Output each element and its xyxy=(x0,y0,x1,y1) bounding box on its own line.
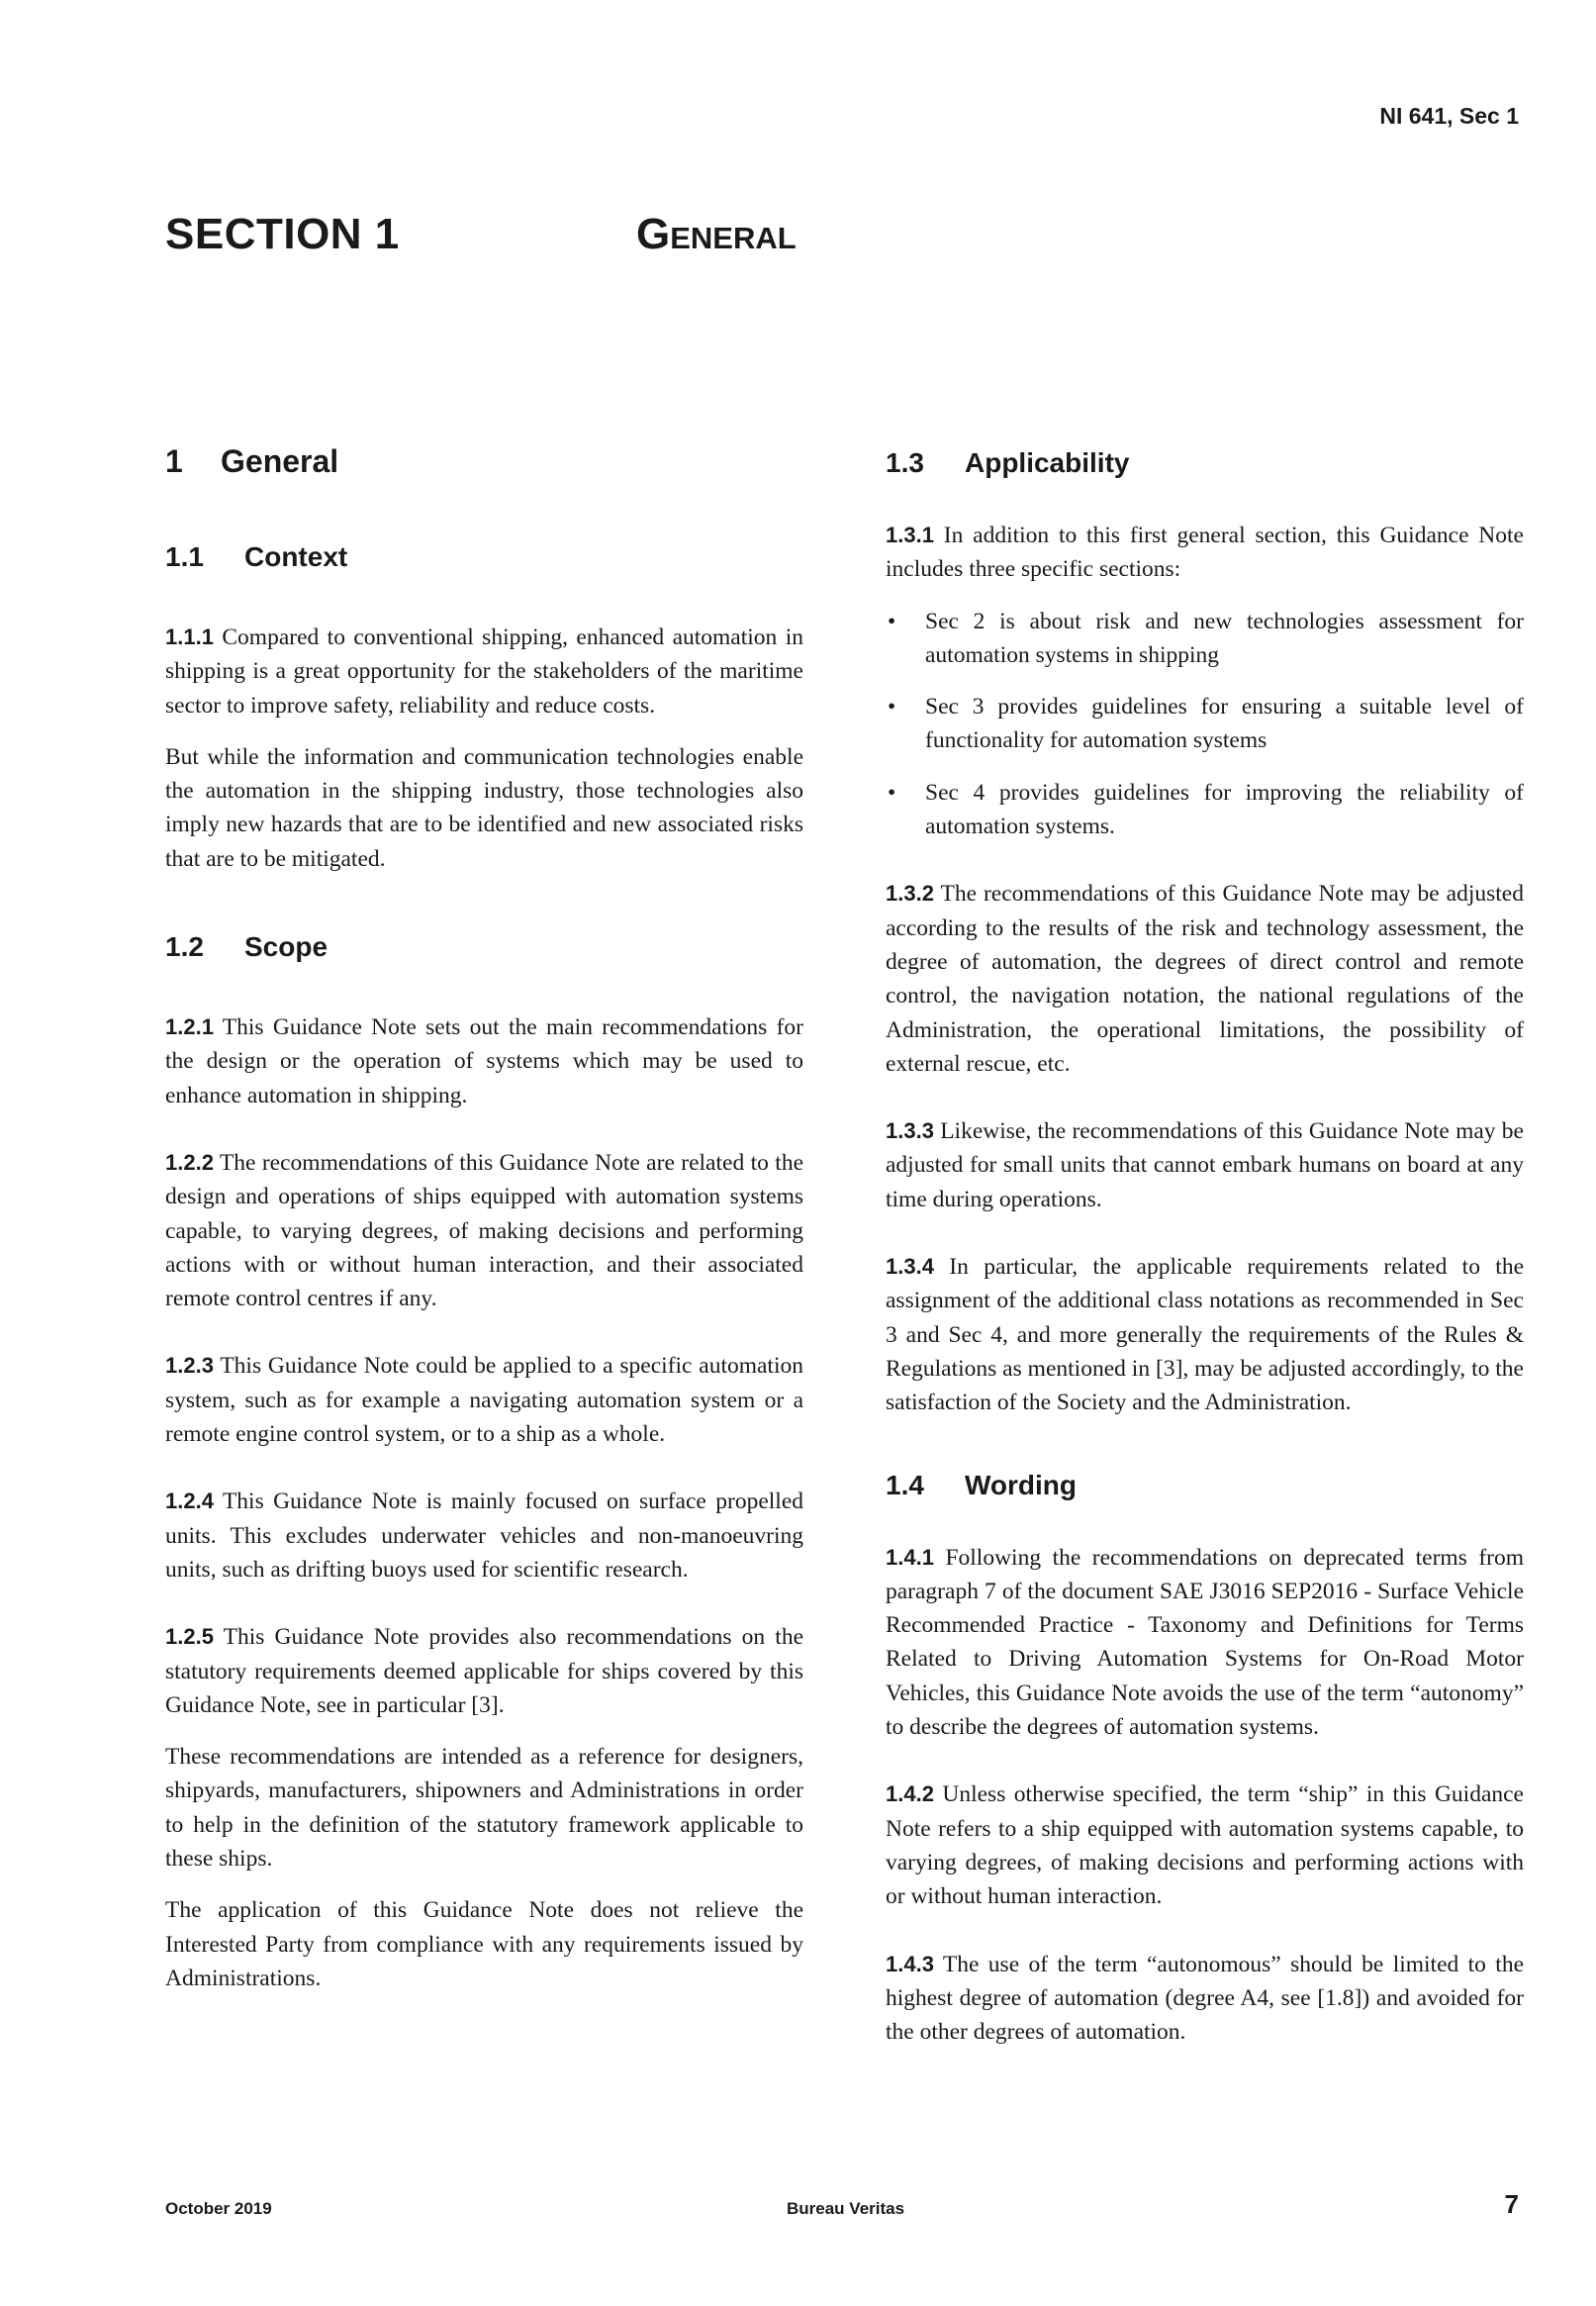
bullet-icon: • xyxy=(888,608,896,634)
paragraph-1-2-5-c: The application of this Guidance Note does not relieve the Interested Party from compliance with any requirements issued by Administrations. xyxy=(165,1897,803,1991)
paragraph-number: 1.4.2 xyxy=(886,1781,934,1807)
paragraph-1-3-1 xyxy=(886,519,1524,587)
heading-number: 1 xyxy=(165,443,183,479)
bullet-icon: • xyxy=(888,694,896,721)
heading-1-2-scope xyxy=(165,931,803,963)
section-heading xyxy=(165,210,1452,269)
paragraph-1-2-5 xyxy=(165,1620,803,1722)
heading-number: 1.3 xyxy=(886,447,924,478)
paragraph-1-3-4 xyxy=(886,1250,1524,1419)
paragraph-text: Unless otherwise specified, the term “ship” in this Guidance Note refers to a ship equipped with automation systems capable, to varying degrees, of making decisions and performing actions with or without human interaction. xyxy=(886,1781,1524,1910)
heading-number: 1.4 xyxy=(886,1469,924,1500)
paragraph-text: In particular, the applicable requirements related to the assignment of the additional class notations as recommended in Sec 3 and Sec 4, and more generally the requirements of the Rules & Regulations as mentioned in [3], may be adjusted accordingly, to the satisfaction of the Society and the Administration. xyxy=(886,1254,1525,1416)
paragraph-number: 1.2.2 xyxy=(165,1149,214,1175)
page-number: 7 xyxy=(1504,2189,1519,2219)
heading-1-4-wording xyxy=(886,1470,1524,1501)
heading-text: Context xyxy=(244,541,348,572)
paragraph-text: This Guidance Note provides also recommendations on the statutory requirements deemed applicable for ships covered by this Guidance Note, see in particular [3]. xyxy=(165,1624,804,1718)
heading-number: 1.2 xyxy=(165,931,204,963)
right-column xyxy=(886,443,1524,2049)
paragraph-number: 1.3.1 xyxy=(886,523,934,547)
paragraph-1-2-3 xyxy=(165,1349,803,1451)
list-item xyxy=(886,776,1524,844)
paragraph-number: 1.2.1 xyxy=(165,1014,214,1040)
list-item xyxy=(886,690,1524,758)
heading-1-general xyxy=(165,443,803,480)
paragraph-number: 1.4.1 xyxy=(886,1544,934,1570)
document-reference: NI 641, Sec 1 xyxy=(1379,103,1519,129)
paragraph-text: The use of the term “autonomous” should be limited to the highest degree of automation (degree A4, see [1.8]) and avoided for the other degrees of automation. xyxy=(886,1951,1525,2046)
paragraph-1-2-2 xyxy=(165,1146,803,1315)
paragraph-text: Compared to conventional shipping, enhanced automation in shipping is a great opportunity for the stakeholders of the maritime sector to improve safety, reliability and reduce costs. xyxy=(165,625,803,719)
paragraph-1-4-3 xyxy=(886,1948,1524,2050)
paragraph-text: This Guidance Note sets out the main recommendations for the design or the operation of systems which may be used to enhance automation in shipping. xyxy=(165,1014,803,1108)
list-item xyxy=(886,605,1524,673)
paragraph-text: Following the recommendations on deprecated terms from paragraph 7 of the document SAE J3016 SEP2016 - Surface Vehicle Recommended Practice - Taxonomy and Definitions for Terms Related to Driving Automation Systems for On-Road Motor Vehicles, this Guidance Note avoids the use of the term “autonomy” to describe the degrees of automation systems. xyxy=(886,1544,1525,1741)
heading-text: Applicability xyxy=(965,447,1130,478)
paragraph-text: In addition to this first general section, this Guidance Note includes three specific sections: xyxy=(886,523,1524,583)
heading-text: General xyxy=(221,443,339,479)
paragraph-number: 1.2.3 xyxy=(165,1353,214,1379)
list-item-text: Sec 4 provides guidelines for improving the reliability of automation systems. xyxy=(925,779,1524,840)
left-column xyxy=(165,443,803,1995)
paragraph-text: This Guidance Note could be applied to a specific automation system, such as for example a navigating automation system or a remote engine control system, or to a ship as a whole. xyxy=(165,1353,803,1448)
heading-1-1-context xyxy=(165,541,803,573)
list-item-text: Sec 2 is about risk and new technologies assessment for automation systems in shipping xyxy=(925,608,1524,668)
paragraph-text: Likewise, the recommendations of this Guidance Note may be adjusted for small units that cannot embark humans on board at any time during operations. xyxy=(886,1118,1524,1212)
paragraph-number: 1.1.1 xyxy=(165,625,214,649)
paragraph-number: 1.3.4 xyxy=(886,1254,934,1280)
paragraph-number: 1.3.3 xyxy=(886,1118,934,1144)
paragraph-1-3-3 xyxy=(886,1114,1524,1216)
paragraph-text: The recommendations of this Guidance Note are related to the design and operations of ships equipped with automation systems capable, to varying degrees, of making decisions and performing actions with or without human interaction, and their associated remote control centres if any. xyxy=(165,1149,803,1312)
paragraph-number: 1.2.4 xyxy=(165,1489,214,1514)
paragraph-text: The recommendations of this Guidance Note may be adjusted according to the results of the risk and technology assessment, the degree of automation, the degrees of direct control and remote control, the navigation notation, the national regulations of the Administration, the operational limitations, the possibility of external rescue, etc. xyxy=(886,881,1524,1077)
section-list xyxy=(886,605,1524,844)
paragraph-1-4-2 xyxy=(886,1778,1524,1913)
heading-text: Scope xyxy=(244,931,329,963)
footer-date: October 2019 xyxy=(165,2199,272,2218)
paragraph-number: 1.4.3 xyxy=(886,1951,934,1976)
paragraph-number: 1.2.5 xyxy=(165,1624,214,1650)
paragraph-1-1-1-b: But while the information and communication technologies enable the automation in the shipping industry, those technologies also imply new hazards that are to be identified and new associated risks that are to be mitigated. xyxy=(165,743,803,872)
heading-number: 1.1 xyxy=(165,541,204,572)
paragraph-1-4-1 xyxy=(886,1541,1524,1745)
paragraph-1-2-5-b: These recommendations are intended as a reference for designers, shipyards, manufacturers, shipowners and Administrations in order to help in the definition of the statutory framework applicable to these ships. xyxy=(165,1744,803,1873)
footer-organization: Bureau Veritas xyxy=(787,2199,905,2218)
paragraph-1-1-1 xyxy=(165,621,803,722)
list-item-text: Sec 3 provides guidelines for ensuring a suitable level of functionality for automation systems xyxy=(925,694,1524,754)
heading-1-3-applicability xyxy=(886,447,1524,479)
paragraph-text: This Guidance Note is mainly focused on surface propelled units. This excludes underwater vehicles and non-manoeuvring units, such as drifting buoys used for scientific research. xyxy=(165,1489,804,1583)
heading-text: Wording xyxy=(965,1469,1078,1500)
paragraph-1-2-1 xyxy=(165,1010,803,1112)
bullet-icon: • xyxy=(888,779,896,806)
paragraph-1-2-4 xyxy=(165,1485,803,1586)
paragraph-1-3-2 xyxy=(886,877,1524,1081)
section-title: General xyxy=(636,210,797,258)
section-number: SECTION 1 xyxy=(165,210,400,258)
paragraph-number: 1.3.2 xyxy=(886,881,934,907)
